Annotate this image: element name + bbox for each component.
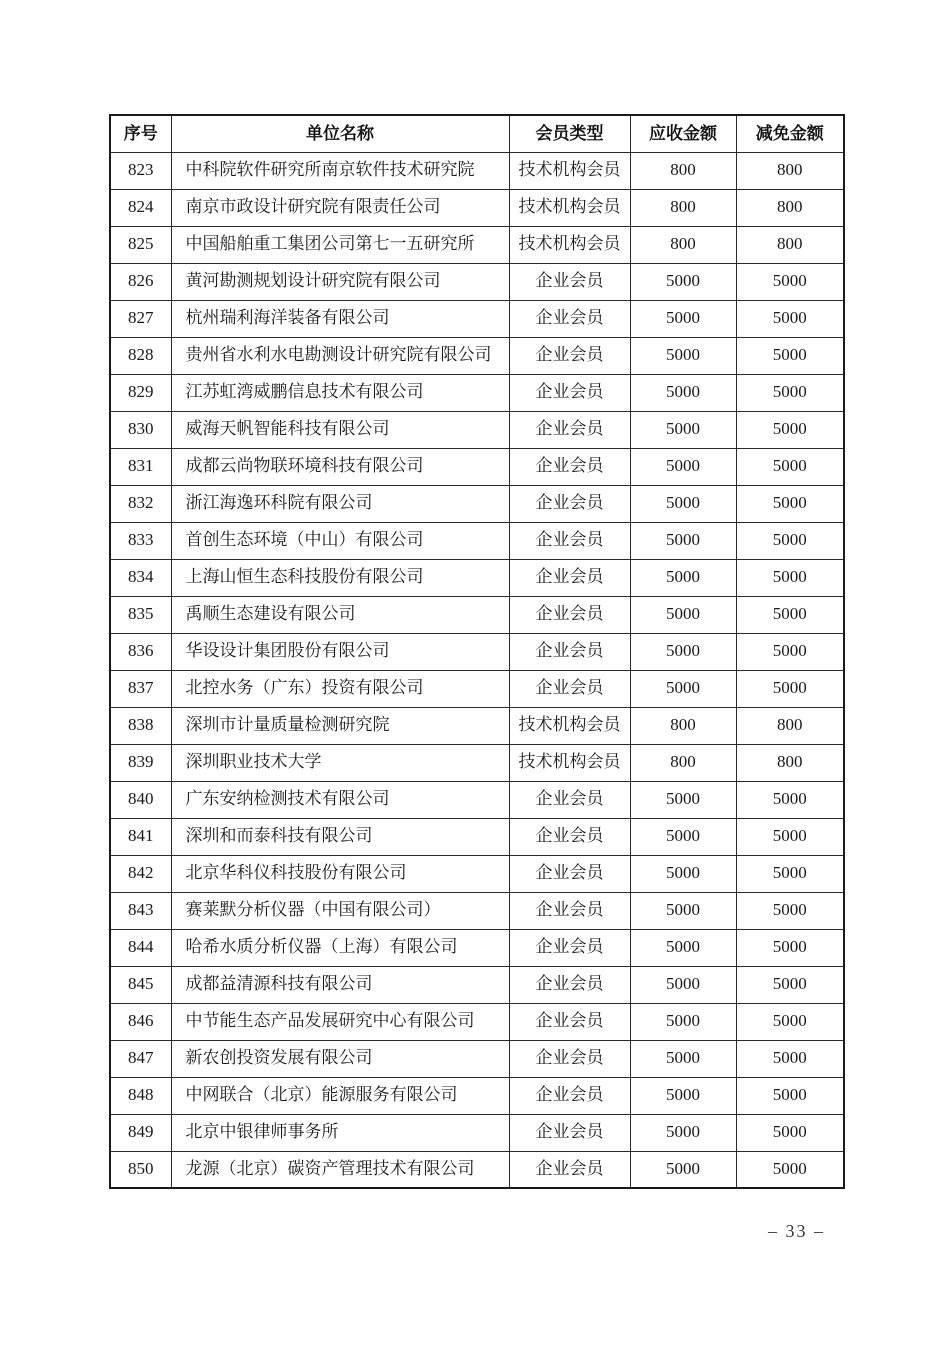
- cell-seq: 846: [110, 1003, 171, 1040]
- table-row: [110, 374, 844, 411]
- cell-seq: 831: [110, 448, 171, 485]
- cell-name: 首创生态环境（中山）有限公司: [171, 522, 509, 559]
- cell-waived: 5000: [736, 818, 844, 855]
- cell-waived: 5000: [736, 966, 844, 1003]
- cell-name: 中网联合（北京）能源服务有限公司: [171, 1077, 509, 1114]
- table-row: [110, 855, 844, 892]
- cell-type: 企业会员: [509, 633, 630, 670]
- cell-type: 企业会员: [509, 337, 630, 374]
- cell-name: 黄河勘测规划设计研究院有限公司: [171, 263, 509, 300]
- cell-seq: 833: [110, 522, 171, 559]
- cell-name: 新农创投资发展有限公司: [171, 1040, 509, 1077]
- cell-due: 5000: [630, 855, 736, 892]
- cell-seq: 825: [110, 226, 171, 263]
- cell-name: 华设设计集团股份有限公司: [171, 633, 509, 670]
- cell-due: 800: [630, 152, 736, 189]
- cell-due: 5000: [630, 1114, 736, 1151]
- cell-waived: 800: [736, 226, 844, 263]
- header-row: [110, 115, 844, 152]
- cell-seq: 827: [110, 300, 171, 337]
- table-row: [110, 1040, 844, 1077]
- cell-seq: 829: [110, 374, 171, 411]
- table-row: [110, 707, 844, 744]
- table-row: [110, 1003, 844, 1040]
- cell-waived: 5000: [736, 337, 844, 374]
- cell-waived: 5000: [736, 522, 844, 559]
- table-row: [110, 929, 844, 966]
- cell-seq: 850: [110, 1151, 171, 1188]
- cell-type: 企业会员: [509, 448, 630, 485]
- cell-due: 5000: [630, 670, 736, 707]
- cell-seq: 839: [110, 744, 171, 781]
- cell-seq: 838: [110, 707, 171, 744]
- cell-type: 技术机构会员: [509, 226, 630, 263]
- cell-due: 5000: [630, 559, 736, 596]
- cell-due: 5000: [630, 263, 736, 300]
- cell-seq: 836: [110, 633, 171, 670]
- cell-type: 企业会员: [509, 374, 630, 411]
- cell-due: 800: [630, 189, 736, 226]
- cell-waived: 5000: [736, 559, 844, 596]
- cell-waived: 800: [736, 707, 844, 744]
- cell-waived: 5000: [736, 1151, 844, 1188]
- cell-name: 上海山恒生态科技股份有限公司: [171, 559, 509, 596]
- cell-waived: 5000: [736, 596, 844, 633]
- cell-due: 5000: [630, 1040, 736, 1077]
- cell-type: 企业会员: [509, 1114, 630, 1151]
- cell-due: 5000: [630, 781, 736, 818]
- cell-type: 企业会员: [509, 929, 630, 966]
- cell-waived: 800: [736, 189, 844, 226]
- cell-due: 800: [630, 226, 736, 263]
- cell-type: 企业会员: [509, 411, 630, 448]
- cell-seq: 835: [110, 596, 171, 633]
- column-header-type: 会员类型: [509, 115, 630, 152]
- cell-waived: 5000: [736, 892, 844, 929]
- table-row: [110, 189, 844, 226]
- cell-seq: 848: [110, 1077, 171, 1114]
- table-row: [110, 818, 844, 855]
- cell-type: 企业会员: [509, 300, 630, 337]
- cell-type: 企业会员: [509, 522, 630, 559]
- cell-type: 企业会员: [509, 818, 630, 855]
- cell-seq: 843: [110, 892, 171, 929]
- cell-waived: 5000: [736, 263, 844, 300]
- cell-due: 5000: [630, 337, 736, 374]
- table-row: [110, 781, 844, 818]
- cell-type: 企业会员: [509, 966, 630, 1003]
- cell-type: 企业会员: [509, 892, 630, 929]
- cell-seq: 847: [110, 1040, 171, 1077]
- cell-due: 5000: [630, 374, 736, 411]
- cell-waived: 5000: [736, 448, 844, 485]
- cell-due: 5000: [630, 929, 736, 966]
- cell-seq: 834: [110, 559, 171, 596]
- cell-seq: 830: [110, 411, 171, 448]
- table-row: [110, 485, 844, 522]
- cell-waived: 5000: [736, 485, 844, 522]
- cell-name: 龙源（北京）碳资产管理技术有限公司: [171, 1151, 509, 1188]
- cell-due: 5000: [630, 892, 736, 929]
- cell-waived: 5000: [736, 1077, 844, 1114]
- cell-name: 威海天帆智能科技有限公司: [171, 411, 509, 448]
- cell-waived: 5000: [736, 1003, 844, 1040]
- page-number: – 33 –: [768, 1221, 825, 1241]
- cell-name: 中科院软件研究所南京软件技术研究院: [171, 152, 509, 189]
- cell-type: 技术机构会员: [509, 707, 630, 744]
- cell-name: 北京中银律师事务所: [171, 1114, 509, 1151]
- table-row: [110, 300, 844, 337]
- cell-due: 5000: [630, 966, 736, 1003]
- cell-name: 中节能生态产品发展研究中心有限公司: [171, 1003, 509, 1040]
- cell-name: 贵州省水利水电勘测设计研究院有限公司: [171, 337, 509, 374]
- cell-waived: 5000: [736, 1114, 844, 1151]
- cell-waived: 5000: [736, 411, 844, 448]
- cell-type: 企业会员: [509, 1077, 630, 1114]
- cell-due: 5000: [630, 633, 736, 670]
- cell-name: 中国船舶重工集团公司第七一五研究所: [171, 226, 509, 263]
- cell-type: 技术机构会员: [509, 744, 630, 781]
- cell-name: 深圳市计量质量检测研究院: [171, 707, 509, 744]
- cell-name: 成都云尚物联环境科技有限公司: [171, 448, 509, 485]
- cell-name: 哈希水质分析仪器（上海）有限公司: [171, 929, 509, 966]
- table-row: [110, 966, 844, 1003]
- cell-due: 5000: [630, 1077, 736, 1114]
- cell-due: 5000: [630, 485, 736, 522]
- cell-name: 深圳和而泰科技有限公司: [171, 818, 509, 855]
- cell-type: 企业会员: [509, 485, 630, 522]
- cell-type: 技术机构会员: [509, 189, 630, 226]
- cell-type: 企业会员: [509, 263, 630, 300]
- cell-due: 5000: [630, 411, 736, 448]
- column-header-seq: 序号: [110, 115, 171, 152]
- cell-name: 广东安纳检测技术有限公司: [171, 781, 509, 818]
- cell-waived: 5000: [736, 633, 844, 670]
- cell-type: 企业会员: [509, 855, 630, 892]
- table-row: [110, 522, 844, 559]
- cell-type: 企业会员: [509, 670, 630, 707]
- cell-seq: 842: [110, 855, 171, 892]
- cell-due: 5000: [630, 522, 736, 559]
- cell-seq: 828: [110, 337, 171, 374]
- table-row: [110, 744, 844, 781]
- table-row: [110, 337, 844, 374]
- table-row: [110, 152, 844, 189]
- cell-waived: 5000: [736, 781, 844, 818]
- cell-type: 企业会员: [509, 781, 630, 818]
- cell-due: 5000: [630, 448, 736, 485]
- cell-waived: 800: [736, 744, 844, 781]
- cell-seq: 849: [110, 1114, 171, 1151]
- cell-due: 5000: [630, 1003, 736, 1040]
- cell-type: 企业会员: [509, 1151, 630, 1188]
- cell-type: 企业会员: [509, 1003, 630, 1040]
- cell-type: 企业会员: [509, 596, 630, 633]
- table-row: [110, 892, 844, 929]
- table-row: [110, 448, 844, 485]
- table-row: [110, 559, 844, 596]
- cell-name: 北京华科仪科技股份有限公司: [171, 855, 509, 892]
- cell-type: 企业会员: [509, 1040, 630, 1077]
- cell-waived: 5000: [736, 374, 844, 411]
- cell-due: 5000: [630, 1151, 736, 1188]
- cell-waived: 800: [736, 152, 844, 189]
- column-header-waived: 减免金额: [736, 115, 844, 152]
- cell-name: 杭州瑞利海洋装备有限公司: [171, 300, 509, 337]
- cell-seq: 844: [110, 929, 171, 966]
- table-row: [110, 633, 844, 670]
- cell-waived: 5000: [736, 929, 844, 966]
- cell-seq: 840: [110, 781, 171, 818]
- cell-due: 800: [630, 744, 736, 781]
- cell-type: 企业会员: [509, 559, 630, 596]
- cell-seq: 845: [110, 966, 171, 1003]
- cell-waived: 5000: [736, 1040, 844, 1077]
- cell-seq: 837: [110, 670, 171, 707]
- cell-type: 技术机构会员: [509, 152, 630, 189]
- cell-name: 成都益清源科技有限公司: [171, 966, 509, 1003]
- cell-seq: 823: [110, 152, 171, 189]
- cell-name: 北控水务（广东）投资有限公司: [171, 670, 509, 707]
- cell-name: 江苏虹湾威鹏信息技术有限公司: [171, 374, 509, 411]
- cell-due: 5000: [630, 818, 736, 855]
- table-row: [110, 596, 844, 633]
- cell-seq: 841: [110, 818, 171, 855]
- table-row: [110, 670, 844, 707]
- cell-due: 5000: [630, 596, 736, 633]
- cell-seq: 824: [110, 189, 171, 226]
- column-header-due: 应收金额: [630, 115, 736, 152]
- table-row: [110, 1151, 844, 1188]
- cell-name: 浙江海逸环科院有限公司: [171, 485, 509, 522]
- cell-seq: 832: [110, 485, 171, 522]
- cell-name: 南京市政设计研究院有限责任公司: [171, 189, 509, 226]
- cell-name: 禹顺生态建设有限公司: [171, 596, 509, 633]
- cell-due: 5000: [630, 300, 736, 337]
- table-row: [110, 263, 844, 300]
- cell-waived: 5000: [736, 670, 844, 707]
- cell-name: 赛莱默分析仪器（中国有限公司）: [171, 892, 509, 929]
- cell-name: 深圳职业技术大学: [171, 744, 509, 781]
- cell-waived: 5000: [736, 300, 844, 337]
- cell-seq: 826: [110, 263, 171, 300]
- table-row: [110, 1114, 844, 1151]
- table-row: [110, 1077, 844, 1114]
- cell-waived: 5000: [736, 855, 844, 892]
- membership-fee-table: [109, 114, 845, 1189]
- cell-due: 800: [630, 707, 736, 744]
- column-header-name: 单位名称: [171, 115, 509, 152]
- table-row: [110, 226, 844, 263]
- table-row: [110, 411, 844, 448]
